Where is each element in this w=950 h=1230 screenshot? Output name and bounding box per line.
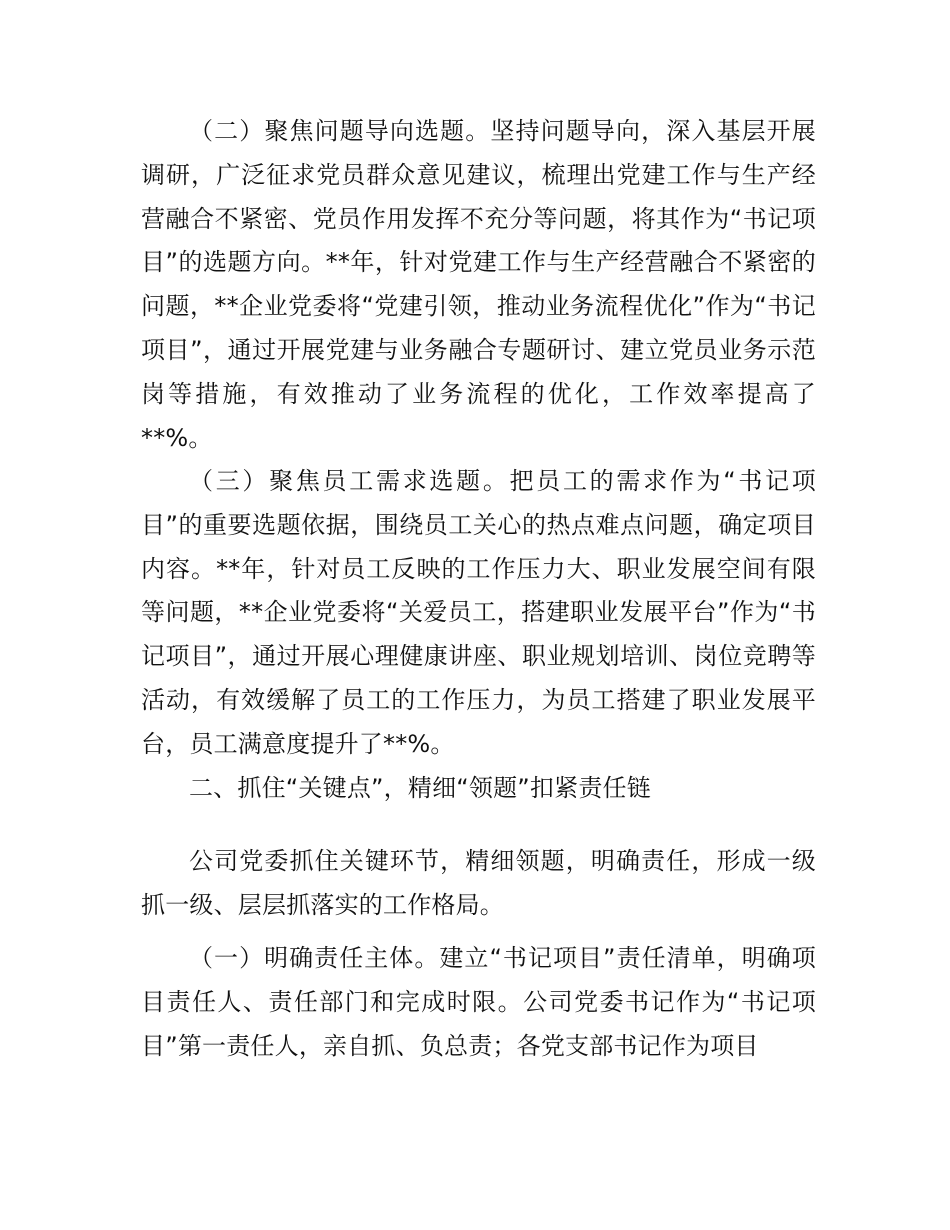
paragraph-section-intro: 公司党委抓住关键环节，精细领题，明确责任，形成一级抓一级、层层抓落实的工作格局。 bbox=[141, 847, 816, 919]
section-heading-key-points: 二、抓住“关键点”，精细“领题”扣紧责任链 bbox=[189, 774, 651, 802]
paragraph-responsibility: （一）明确责任主体。建立“书记项目”责任清单，明确项目责任人、责任部门和完成时限。公司党委书记作为“书记项目”第一责任人，亲自抓、负总责；各党支部书记作为项目 bbox=[141, 944, 816, 1060]
paragraph-employee-needs: （三）聚焦员工需求选题。把员工的需求作为“书记项目”的重要选题依据，围绕员工关心的热点难点问题，确定项目内容。**年，针对员工反映的工作压力大、职业发展空间有限等问题，**企业党委将“关爱员工，搭建职业发展平台”作为“书记项目”，通过开展心理健康讲座、职业规划培训、岗位竞聘等活动，有效缓解了员工的工作压力，为员工搭建了职业发展平台，员工满意度提升了**%。 bbox=[141, 467, 816, 758]
paragraph-problem-oriented: （二）聚焦问题导向选题。坚持问题导向，深入基层开展调研，广泛征求党员群众意见建议，梳理出党建工作与生产经营融合不紧密、党员作用发挥不充分等问题，将其作为“书记项目”的选题方向。**年，针对党建工作与生产经营融合不紧密的问题，**企业党委将“党建引领，推动业务流程优化”作为“书记项目”，通过开展党建与业务融合专题研讨、建立党员业务示范岗等措施，有效推动了业务流程的优化，工作效率提高了**%。 bbox=[141, 117, 816, 452]
